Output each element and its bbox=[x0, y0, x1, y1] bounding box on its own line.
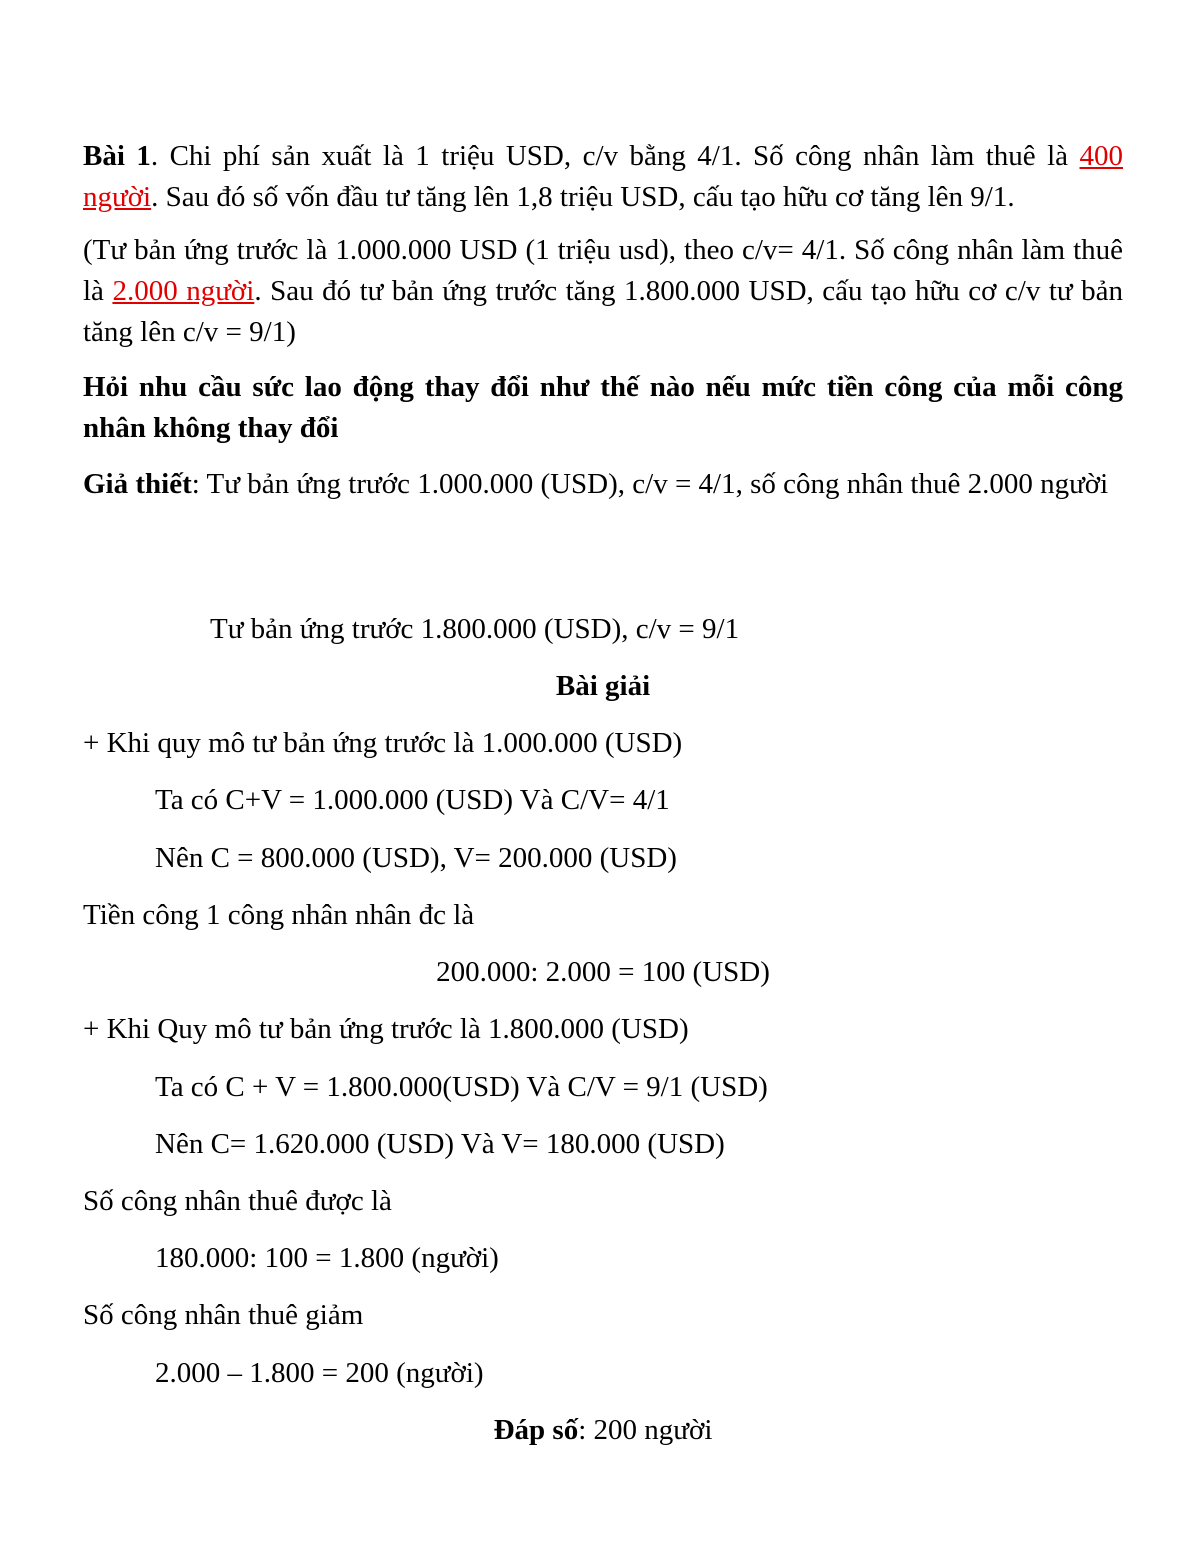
decrease-equation: 2.000 – 1.800 = 200 (người) bbox=[155, 1357, 484, 1389]
final-answer bbox=[83, 1412, 1123, 1448]
problem-text-1a: . Chi phí sản xuất là 1 triệu USD, c/v bằng 4/1. Số công nhân làm thuê là bbox=[150, 140, 1080, 172]
problem-text-2a: (Tư bản ứng trước là 1.000.000 USD (1 triệu usd), theo c/v= 4/1. Số công nhân làm thuê là bbox=[83, 234, 1123, 307]
problem-question: Hỏi nhu cầu sức lao động thay đổi như thế nào nếu mức tiền công của mỗi công nhân không thay đổi bbox=[83, 371, 1123, 444]
highlighted-workers-2000: 2.000 người bbox=[112, 275, 255, 307]
problem-paragraph-2 bbox=[83, 230, 1123, 353]
problem-title: Bài 1 bbox=[83, 140, 151, 172]
solution-case-2: + Khi Quy mô tư bản ứng trước là 1.800.000 (USD) bbox=[83, 1013, 689, 1045]
wage-equation: 200.000: 2.000 = 100 (USD) bbox=[436, 956, 770, 988]
solution-case-1-equation-2: Nên C = 800.000 (USD), V= 200.000 (USD) bbox=[155, 842, 677, 874]
solution-case-1-equation-1: Ta có C+V = 1.000.000 (USD) Và C/V= 4/1 bbox=[155, 784, 670, 816]
solution-case-2-equation-2: Nên C= 1.620.000 (USD) Và V= 180.000 (USD) bbox=[155, 1128, 725, 1160]
solution-heading: Bài giải bbox=[555, 670, 651, 702]
solution-case-1: + Khi quy mô tư bản ứng trước là 1.000.000 (USD) bbox=[83, 727, 683, 759]
solution-case-2-equation-1: Ta có C + V = 1.800.000(USD) Và C/V = 9/1 (USD) bbox=[155, 1071, 768, 1103]
wage-label: Tiền công 1 công nhân nhân đc là bbox=[83, 899, 475, 931]
given-paragraph bbox=[83, 463, 1123, 506]
problem-paragraph-1 bbox=[83, 136, 1123, 218]
answer-value: : 200 người bbox=[578, 1414, 713, 1446]
document-page bbox=[83, 136, 1123, 520]
given-label: Giả thiết bbox=[83, 468, 192, 500]
workers-equation: 180.000: 100 = 1.800 (người) bbox=[155, 1242, 499, 1274]
problem-text-1b: . Sau đó số vốn đầu tư tăng lên 1,8 triệu USD, cấu tạo hữu cơ tăng lên 9/1. bbox=[151, 181, 1015, 213]
answer-label: Đáp số bbox=[493, 1414, 579, 1446]
problem-text-2b: . Sau đó tư bản ứng trước tăng 1.800.000 USD, cấu tạo hữu cơ c/v tư bản tăng lên c/v = 9/1) bbox=[83, 275, 1123, 348]
given-line-1: : Tư bản ứng trước 1.000.000 (USD), c/v = 4/1, số công nhân thuê 2.000 người bbox=[191, 468, 1109, 500]
highlighted-workers-400: 400 người bbox=[83, 140, 1123, 213]
decrease-label: Số công nhân thuê giảm bbox=[83, 1299, 364, 1331]
workers-label: Số công nhân thuê được là bbox=[83, 1185, 392, 1217]
given-line-2: Tư bản ứng trước 1.800.000 (USD), c/v = 9/1 bbox=[210, 613, 740, 645]
